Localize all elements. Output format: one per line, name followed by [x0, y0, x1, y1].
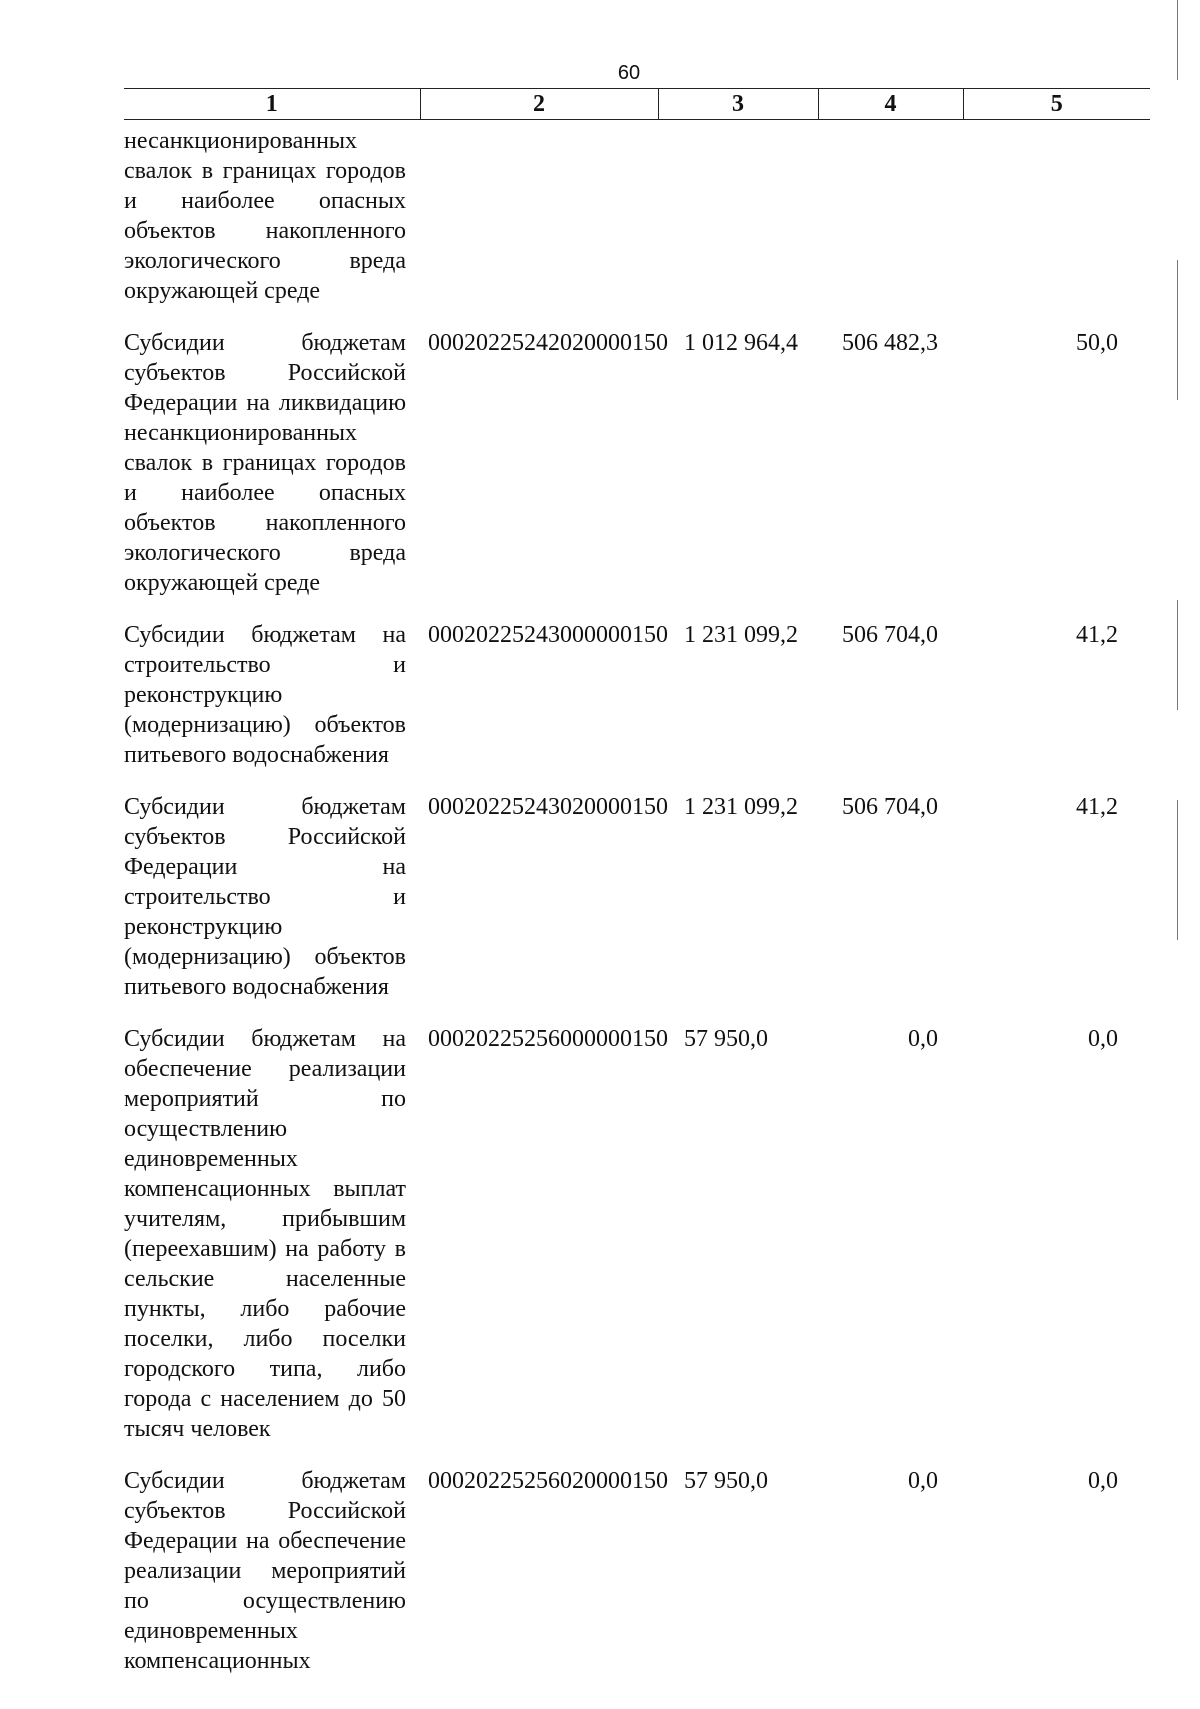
- row-col3-value: 57 950,0: [684, 1468, 768, 1494]
- row-col5-value: 41,2: [1076, 794, 1118, 820]
- budget-table: [124, 88, 1150, 1694]
- row-code: 00020225243020000150: [428, 794, 668, 820]
- table-row: [124, 1462, 1150, 1694]
- row-description: Субсидии бюджетам субъектов Российской Федерации на строительство и реконструкцию (модернизацию) объектов питьевого водоснабжения: [124, 794, 406, 1000]
- row-col3-value: 1 231 099,2: [684, 794, 798, 820]
- table-row-continuation: [124, 120, 1150, 325]
- table-row: [124, 1020, 1150, 1462]
- table-row: [124, 324, 1150, 616]
- page-number: 60: [617, 62, 641, 84]
- header-col-5: 5: [963, 89, 1150, 120]
- row-code: 00020225243000000150: [428, 622, 668, 648]
- scan-artifact-line: [1177, 600, 1179, 710]
- scan-artifact-line: [1177, 260, 1179, 400]
- table-row: [124, 788, 1150, 1020]
- header-col-1: 1: [124, 89, 420, 120]
- row-col5-value: 0,0: [1088, 1026, 1118, 1052]
- empty-cell: [420, 120, 658, 325]
- row-description: Субсидии бюджетам субъектов Российской Федерации на ликвидацию несанкционированных свалок в границах городов и наиболее опасных объектов накопленного экологического вреда окружающей среде: [124, 330, 406, 596]
- row-code: 00020225242020000150: [428, 330, 668, 356]
- budget-table-container: [124, 88, 1150, 1694]
- row-code: 00020225256000000150: [428, 1026, 668, 1052]
- scan-artifact-line: [1177, 800, 1179, 940]
- row-col5-value: 0,0: [1088, 1468, 1118, 1494]
- row-col5-value: 41,2: [1076, 622, 1118, 648]
- scan-artifact-line: [1177, 0, 1179, 80]
- row-col3-value: 57 950,0: [684, 1026, 768, 1052]
- empty-cell: [963, 120, 1150, 325]
- empty-cell: [658, 120, 818, 325]
- row-code: 00020225256020000150: [428, 1468, 668, 1494]
- row-col3-value: 1 231 099,2: [684, 622, 798, 648]
- row-col4-value: 0,0: [908, 1468, 938, 1494]
- row-description: Субсидии бюджетам субъектов Российской Федерации на обеспечение реализации мероприятий по осуществлению единовременных компенсационных: [124, 1468, 406, 1674]
- empty-cell: [818, 120, 963, 325]
- row-col4-value: 0,0: [908, 1026, 938, 1052]
- row-description: Субсидии бюджетам на строительство и реконструкцию (модернизацию) объектов питьевого водоснабжения: [124, 622, 406, 768]
- table-header-row: [124, 89, 1150, 120]
- row-col4-value: 506 482,3: [842, 330, 938, 356]
- row-col5-value: 50,0: [1076, 330, 1118, 356]
- row-col4-value: 506 704,0: [842, 622, 938, 648]
- header-col-4: 4: [818, 89, 963, 120]
- continuation-description: несанкционированных свалок в границах городов и наиболее опасных объектов накопленного экологического вреда окружающей среде: [124, 128, 406, 304]
- table-row: [124, 616, 1150, 788]
- header-col-2: 2: [420, 89, 658, 120]
- row-col3-value: 1 012 964,4: [684, 330, 798, 356]
- row-description: Субсидии бюджетам на обеспечение реализации мероприятий по осуществлению единовременных компенсационных выплат учителям, прибывшим (переехавшим) на работу в сельские населенные пункты, либо рабочие поселки, либо поселки городского типа, либо города с населением до 50 тысяч человек: [124, 1026, 406, 1442]
- row-col4-value: 506 704,0: [842, 794, 938, 820]
- header-col-3: 3: [658, 89, 818, 120]
